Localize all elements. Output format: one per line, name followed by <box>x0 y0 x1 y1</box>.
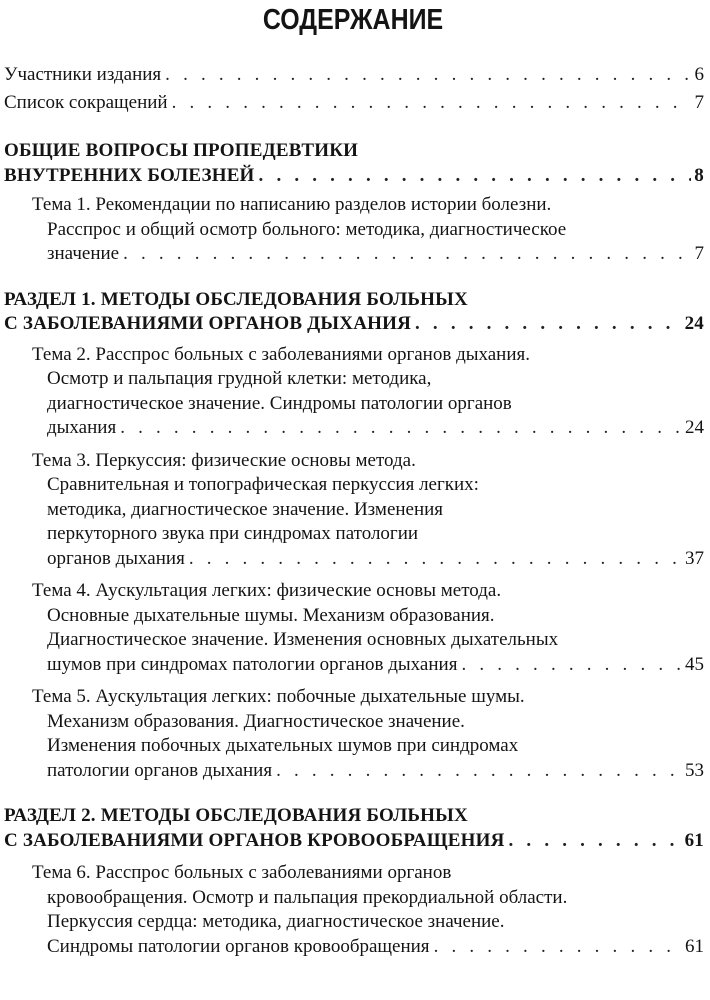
section-title-line: ВНУТРЕННИХ БОЛЕЗНЕЙ <box>4 164 255 186</box>
topic-title-line: Тема 1. Рекомендации по написанию разделов истории болезни. <box>32 194 552 215</box>
toc-entry-line <box>4 63 704 88</box>
page-number: 37 <box>685 547 704 569</box>
dot-leader <box>165 63 691 88</box>
topic-title-line: значение <box>47 243 120 264</box>
toc-topic-1[interactable] <box>2 193 704 267</box>
dot-leader <box>172 91 692 116</box>
topic-title-line: Тема 4. Аускультация легких: физические основы метода. <box>32 580 502 601</box>
toc-entry-title: Список сокращений <box>4 91 168 113</box>
toc-section-general[interactable] <box>2 139 704 188</box>
page-number: 53 <box>685 759 704 781</box>
toc-entry-title: Участники издания <box>4 64 162 85</box>
page-number: 61 <box>685 935 704 957</box>
toc-entry-line <box>32 759 704 784</box>
topic-title-line: Тема 3. Перкуссия: физические основы метода. <box>32 449 416 471</box>
section-title-line: РАЗДЕЛ 1. МЕТОДЫ ОБСЛЕДОВАНИЯ БОЛЬНЫХ <box>4 288 468 310</box>
section-title-line: ОБЩИЕ ВОПРОСЫ ПРОПЕДЕВТИКИ <box>4 140 359 161</box>
topic-title-line: органов дыхания <box>47 547 185 569</box>
toc-entry-line <box>32 242 704 267</box>
dot-leader <box>123 242 691 267</box>
toc-entry-line <box>4 312 704 337</box>
topic-title-line: Расспрос и общий осмотр больного: методика, диагностическое <box>47 218 567 240</box>
toc-section-1[interactable] <box>2 288 704 337</box>
section-title-line: С ЗАБОЛЕВАНИЯМИ ОРГАНОВ КРОВООБРАЩЕНИЯ <box>4 829 505 851</box>
topic-title-line: методика, диагностическое значение. Изменения <box>47 498 444 520</box>
topic-title-line: Основные дыхательные шумы. Механизм образования. <box>47 604 495 626</box>
toc-topic-4[interactable] <box>2 579 704 677</box>
toc-entry-line <box>4 91 704 116</box>
page-number: 6 <box>694 64 704 85</box>
topic-title-line: кровообращения. Осмотр и пальпация прекордиальной области. <box>47 886 568 908</box>
topic-title-line: дыхания <box>47 417 117 438</box>
toc-entry-line <box>32 416 704 441</box>
topic-title-line: Осмотр и пальпация грудной клетки: методика, <box>47 368 432 389</box>
toc-entry-line <box>32 547 704 572</box>
page-number: 8 <box>694 164 704 186</box>
table-of-contents <box>2 63 704 959</box>
page-number: 45 <box>685 653 704 675</box>
topic-title-line: шумов при синдромах патологии органов дыхания <box>47 653 458 675</box>
topic-title-line: Механизм образования. Диагностическое значение. <box>47 710 465 732</box>
page-number: 61 <box>684 829 704 851</box>
toc-entry-line <box>32 653 704 678</box>
topic-title-line: Изменения побочных дыхательных шумов при синдромах <box>47 735 519 756</box>
topic-title-line: патологии органов дыхания <box>47 759 273 781</box>
toc-topic-2[interactable] <box>2 343 704 441</box>
page-number: 7 <box>694 91 704 113</box>
page-number: 24 <box>684 313 704 334</box>
page-title: СОДЕРЖАНИЕ <box>262 4 444 36</box>
topic-title-line: перкуторного звука при синдромах патологии <box>47 523 419 544</box>
dot-leader <box>434 935 682 960</box>
section-title-line: РАЗДЕЛ 2. МЕТОДЫ ОБСЛЕДОВАНИЯ БОЛЬНЫХ <box>4 805 468 826</box>
toc-section-2[interactable] <box>2 804 704 853</box>
topic-title-line: Сравнительная и топографическая перкуссия легких: <box>47 474 479 495</box>
toc-entry-line <box>32 935 704 960</box>
toc-entry-line <box>4 164 704 189</box>
topic-title-line: Тема 2. Расспрос больных с заболеваниями органов дыхания. <box>32 343 531 365</box>
topic-title-line: Тема 5. Аускультация легких: побочные дыхательные шумы. <box>32 686 525 707</box>
dot-leader <box>461 653 682 678</box>
toc-entry-abbreviations[interactable] <box>2 91 704 116</box>
topic-title-line: Тема 6. Расспрос больных с заболеваниями органов <box>32 862 452 883</box>
dot-leader <box>189 547 682 572</box>
toc-topic-5[interactable] <box>2 685 704 783</box>
page-number: 7 <box>694 243 704 264</box>
dot-leader <box>120 416 682 441</box>
toc-entry-line <box>4 829 704 854</box>
dot-leader <box>415 312 682 337</box>
section-title-line: С ЗАБОЛЕВАНИЯМИ ОРГАНОВ ДЫХАНИЯ <box>4 313 412 334</box>
toc-topic-6[interactable] <box>2 861 704 959</box>
topic-title-line: Перкуссия сердца: методика, диагностическое значение. <box>47 911 505 932</box>
dot-leader <box>276 759 682 784</box>
toc-entry-contributors[interactable] <box>2 63 704 88</box>
topic-title-line: Диагностическое значение. Изменения основных дыхательных <box>47 629 559 650</box>
dot-leader <box>259 164 692 189</box>
toc-topic-3[interactable] <box>2 449 704 572</box>
page-number: 24 <box>685 417 704 438</box>
dot-leader <box>509 829 682 854</box>
topic-title-line: Синдромы патологии органов кровообращения <box>47 935 430 957</box>
topic-title-line: диагностическое значение. Синдромы патологии органов <box>47 392 512 414</box>
